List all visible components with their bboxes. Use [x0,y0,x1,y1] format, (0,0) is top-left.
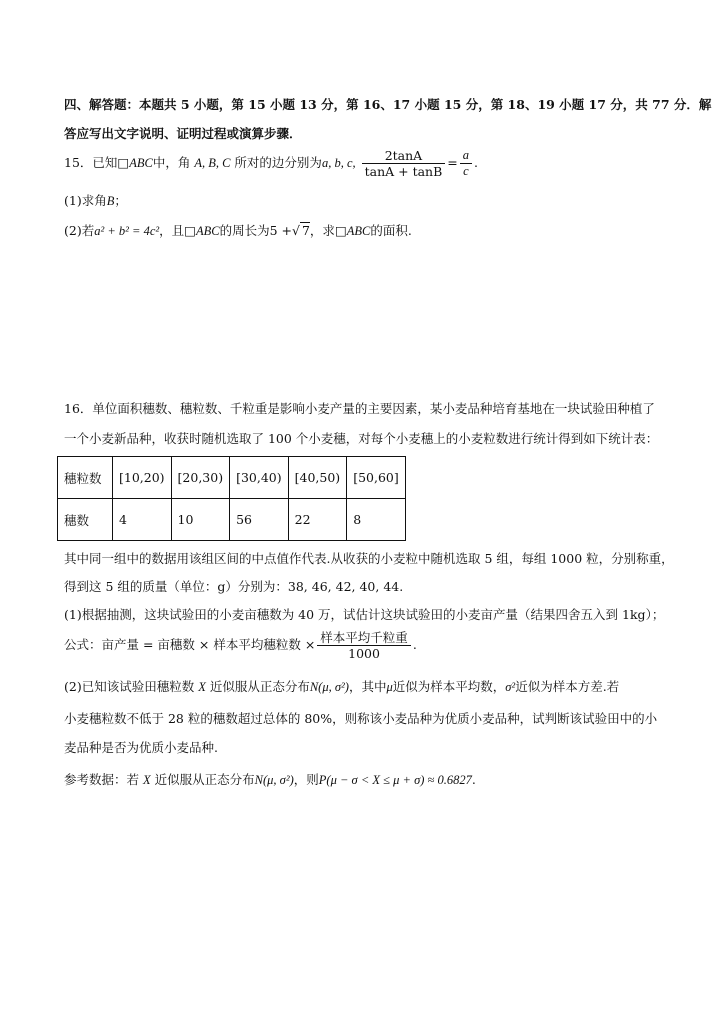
q15-p1-text: (1)求角 [64,193,107,208]
perimeter-value: 5 + [269,223,292,238]
q15-part-1 [64,191,127,209]
q15-p1-var: B [106,194,115,208]
formula-end: . [412,637,417,652]
table-cell: [40,50) [288,457,347,499]
table-header-cell: 穗数 [58,499,113,541]
table-cell: 22 [288,499,347,541]
mass-values: 38, 46, 42, 40, 44 [287,579,400,594]
q15-end: . [474,155,479,170]
q16-reference [64,770,476,788]
q15-p2-prefix: (2)若 [64,223,95,238]
q15-p2-end: 的面积. [370,223,412,238]
equals-sign: = [447,155,458,170]
q15-text-2: 所对的边分别为 [234,155,322,170]
variable-x: X [198,680,206,694]
table-cell: [30,40) [230,457,289,499]
mu-symbol: μ [386,680,393,694]
q16-part-2 [64,677,619,695]
q16-line-4 [64,577,403,595]
ratio-denominator: c [463,164,469,178]
q16-p2-text-5: 近似为样本方差.若 [515,679,620,694]
fraction-numerator: 2tanA [362,148,446,164]
sigma-symbol: σ² [505,680,516,694]
q16-line-7: 麦品种是否为优质小麦品种. [64,740,218,755]
ratio-numerator: a [460,148,472,164]
sqrt-icon: √ [292,223,300,238]
probability-expression: P(μ − σ < X ≤ μ + σ) ≈ 0.6827 [318,773,472,787]
triangle-symbol: □ [334,223,347,238]
triangle-symbol: □ [184,223,196,238]
formula-fraction [317,630,411,661]
side-names: a, b, c, [321,156,356,170]
q16-p2-text-3: ，其中 [348,679,387,694]
table-cell: [50,60] [347,457,406,499]
table-cell: [10,20) [113,457,172,499]
table-cell: 4 [113,499,172,541]
formula-numerator: 样本平均千粒重 [317,630,411,646]
table-row [58,457,406,499]
reference-text-3: ，则 [293,772,319,787]
tan-fraction [362,148,446,179]
q15-prefix: 15．已知 [64,155,118,170]
q16-line-4-text: 得到这 5 组的质量（单位：g）分别为： [64,579,288,594]
table-header-cell: 穗粒数 [58,457,113,499]
q15-p1-end: ； [114,193,127,208]
q16-formula [64,630,417,661]
table-cell: 56 [230,499,289,541]
q15-part-2 [64,221,412,239]
section-heading-line-2: 答应写出文字说明、证明过程或演算步骤． [64,126,302,141]
triangle-name: ABC [195,224,220,238]
section-heading-line-1: 四、解答题：本题共 5 小题，第 15 小题 13 分，第 16、17 小题 15 分，第 18、19 小题 17 分，共 77 分．解 [64,97,712,112]
q16-line-2: 一个小麦新品种，收获时随机选取了 100 个小麦穗，对每个小麦穗上的小麦粒数进行统计得到如下统计表： [64,431,659,446]
q15-statement [64,148,478,179]
q16-line-1: 16．单位面积穗数、穗粒数、千粒重是影响小麦产量的主要因素，某小麦品种培育基地在一块试验田种植了 [64,401,655,416]
q15-text: 中，角 [152,155,191,170]
sqrt-radicand: 7 [301,223,310,238]
reference-text: 参考数据：若 [64,772,140,787]
normal-distribution: N(μ, σ²) [254,773,294,787]
normal-distribution: N(μ, σ²) [309,680,349,694]
table-cell: 10 [171,499,230,541]
table-cell: [20,30) [171,457,230,499]
triangle-name: ABC [346,224,371,238]
q16-p2-text-4: 近似为样本平均数， [392,679,506,694]
fraction-denominator: tanA + tanB [364,164,443,179]
q16-part-1: (1)根据抽测，这块试验田的小麦亩穗数为 40 万，试估计这块试验田的小麦亩产量（结果四舍五入到 1kg）； [64,607,665,622]
q16-line-4-end: . [399,579,404,594]
formula-denominator: 1000 [348,646,380,661]
q16-p2-text-2: 近似服从正态分布 [209,679,310,694]
variable-x: X [143,773,151,787]
triangle-symbol: □ [117,155,130,170]
formula-text: 公式：亩产量 = 亩穗数 × 样本平均穗粒数 × [64,637,316,652]
q15-p2-text-2: 的周长为 [219,223,270,238]
q16-line-3: 其中同一组中的数据用该组区间的中点值作代表.从收获的小麦粒中随机选取 5 组，每组 1000 粒，分别称重， [64,551,674,566]
q15-p2-text: ，且 [159,223,185,238]
q16-p2-text: (2)已知该试验田穗粒数 [64,679,195,694]
q15-p2-text-3: ，求 [309,223,335,238]
statistics-table [57,456,406,541]
reference-end: . [471,772,476,787]
table-cell: 8 [347,499,406,541]
ratio-fraction [460,148,472,179]
reference-text-2: 近似服从正态分布 [154,772,255,787]
angle-names: A, B, C [194,156,231,170]
q16-line-6: 小麦穗粒数不低于 28 粒的穗数超过总体的 80%，则称该小麦品种为优质小麦品种，试判断该试验田中的小 [64,711,658,726]
q15-p2-equation: a² + b² = 4c² [94,224,160,238]
triangle-name: ABC [129,156,153,170]
table-row [58,499,406,541]
